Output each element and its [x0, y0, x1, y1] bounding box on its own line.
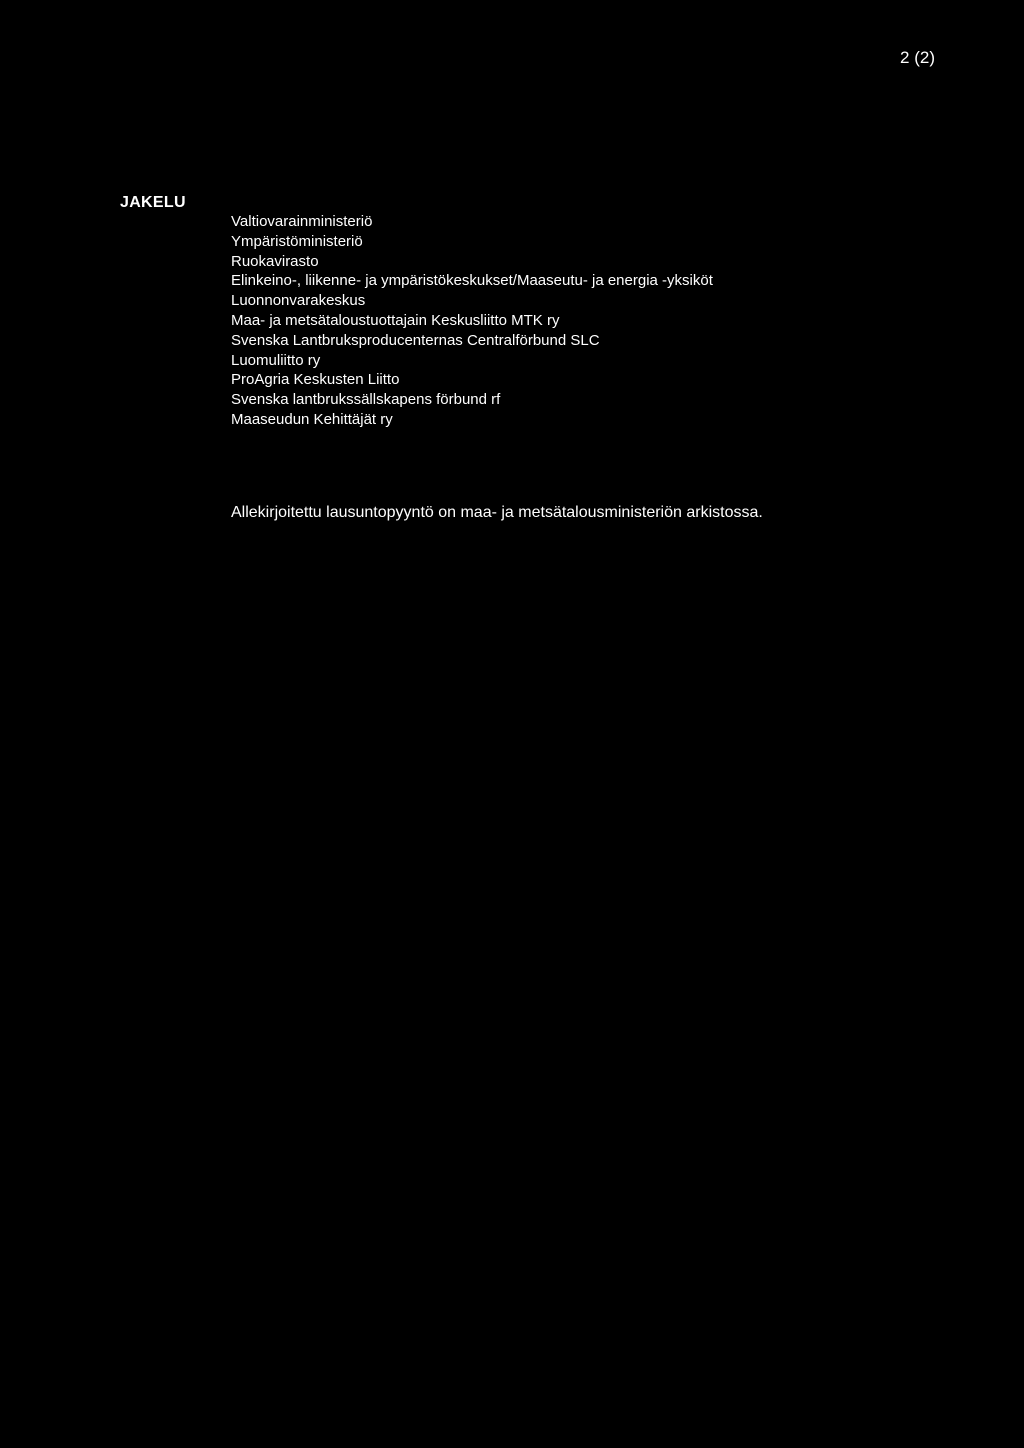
list-item: Ruokavirasto	[231, 252, 319, 270]
list-item: Svenska lantbrukssällskapens förbund rf	[231, 391, 501, 409]
list-item: Valtiovarainministeriö	[231, 213, 373, 230]
list-item: ProAgria Keskusten Liitto	[231, 371, 400, 389]
recipient-list	[231, 212, 713, 430]
list-item: Luomuliitto ry	[231, 351, 321, 369]
list-item: Ympäristöministeriö	[231, 232, 363, 250]
list-item: Luonnonvarakeskus	[231, 292, 366, 310]
list-item: Svenska Lantbruksproducenternas Centralförbund SLC	[231, 331, 600, 349]
signature-note: Allekirjoitettu lausuntopyyntö on maa- ja metsätalousministeriön arkistossa.	[231, 504, 763, 521]
list-item: Elinkeino-, liikenne- ja ympäristökeskukset/Maaseutu- ja energia -yksiköt	[231, 272, 713, 290]
page-number: 2 (2)	[900, 48, 935, 67]
distribution-heading: JAKELU	[120, 194, 186, 211]
list-item: Maa- ja metsätaloustuottajain Keskusliitto MTK ry	[231, 311, 560, 329]
list-item: Maaseudun Kehittäjät ry	[231, 410, 393, 428]
